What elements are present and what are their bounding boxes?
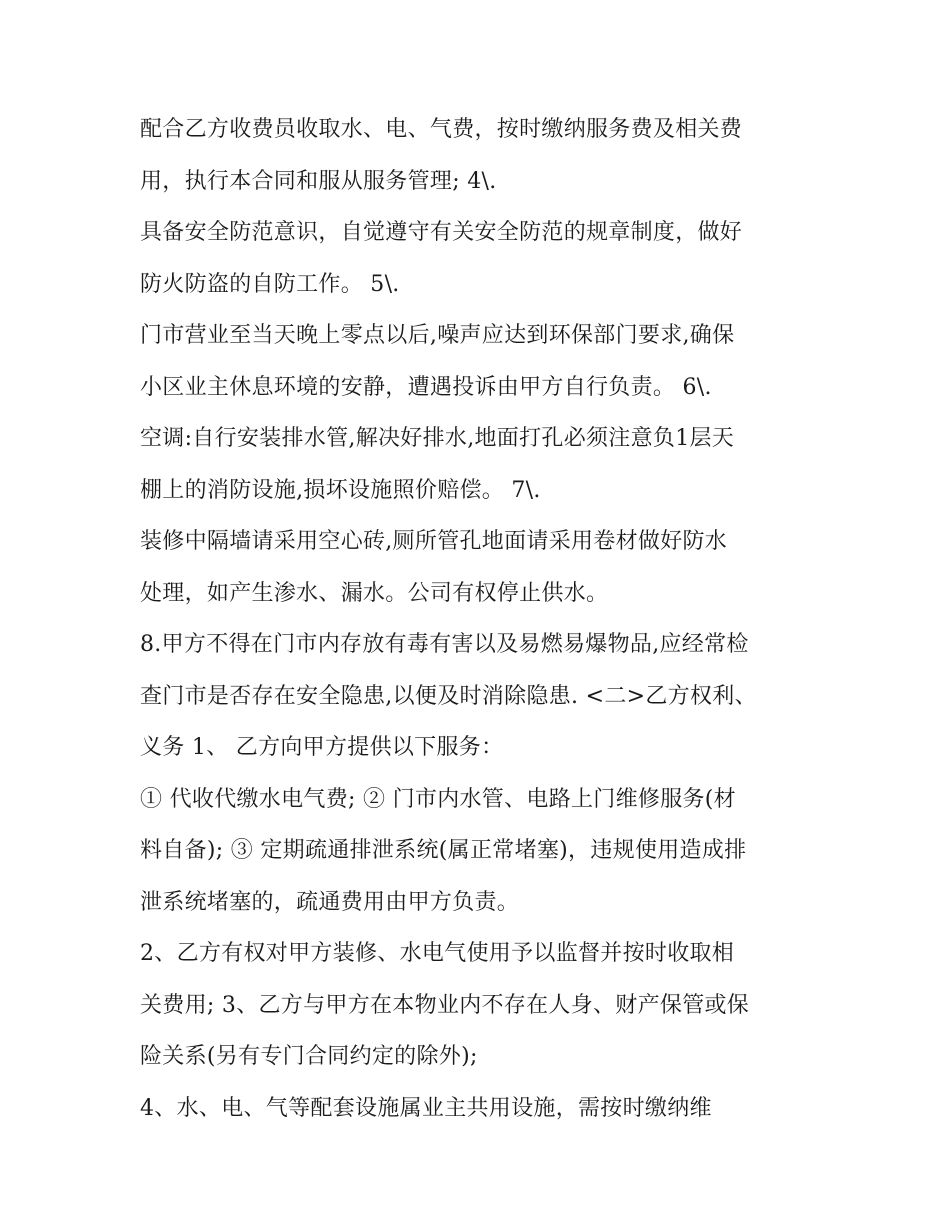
text-line: 义务 1、 乙方向甲方提供以下服务： (140, 735, 504, 760)
text-line: 具备安全防范意识，自觉遵守有关安全防范的规章制度，做好 (140, 220, 743, 245)
text-line: 8.甲方不得在门市内存放有毒有害以及易燃易爆物品,应经常检 (140, 632, 749, 657)
text-line: 处理，如产生渗水、漏水。公司有权停止供水。 (140, 580, 609, 606)
text-line: 防火防盗的自防工作。 5\. (140, 271, 400, 297)
text-line: 用，执行本合同和服从服务管理; 4\. (140, 168, 497, 194)
document-body (140, 104, 820, 1134)
text-line: 4、水、电、气等配套设施属业主共用设施，需按时缴纳维 (140, 1095, 712, 1121)
text-line: 查门市是否存在安全隐患,以便及时消除隐患. <二>乙方权利、 (140, 683, 757, 709)
text-line: 装修中隔墙请采用空心砖,厕所管孔地面请采用卷材做好防水 (140, 529, 728, 554)
text-line: 小区业主休息环境的安静，遭遇投诉由甲方自行负责。 6\. (140, 374, 712, 400)
text-line: 门市营业至当天晚上零点以后,噪声应达到环保部门要求,确保 (140, 323, 735, 348)
text-line: 料自备); ③ 定期疏通排泄系统(属正常堵塞)，违规使用造成排 (140, 838, 747, 863)
text-line: 2、乙方有权对甲方装修、水电气使用予以监督并按时收取相 (140, 941, 735, 966)
text-line: 配合乙方收费员收取水、电、气费，按时缴纳服务费及相关费 (140, 117, 743, 142)
text-line: ① 代收代缴水电气费; ② 门市内水管、电路上门维修服务(材 (140, 786, 736, 812)
text-line: 泄系统堵塞的，疏通费用由甲方负责。 (140, 889, 520, 915)
text-line: 棚上的消防设施,损坏设施照价赔偿。 7\. (140, 477, 541, 503)
text-line: 关费用; 3、乙方与甲方在本物业内不存在人身、财产保管或保 (140, 992, 750, 1018)
text-line: 险关系(另有专门合同约定的除外); (140, 1044, 478, 1069)
text-line: 空调:自行安装排水管,解决好排水,地面打孔必须注意负1层天 (140, 426, 735, 451)
